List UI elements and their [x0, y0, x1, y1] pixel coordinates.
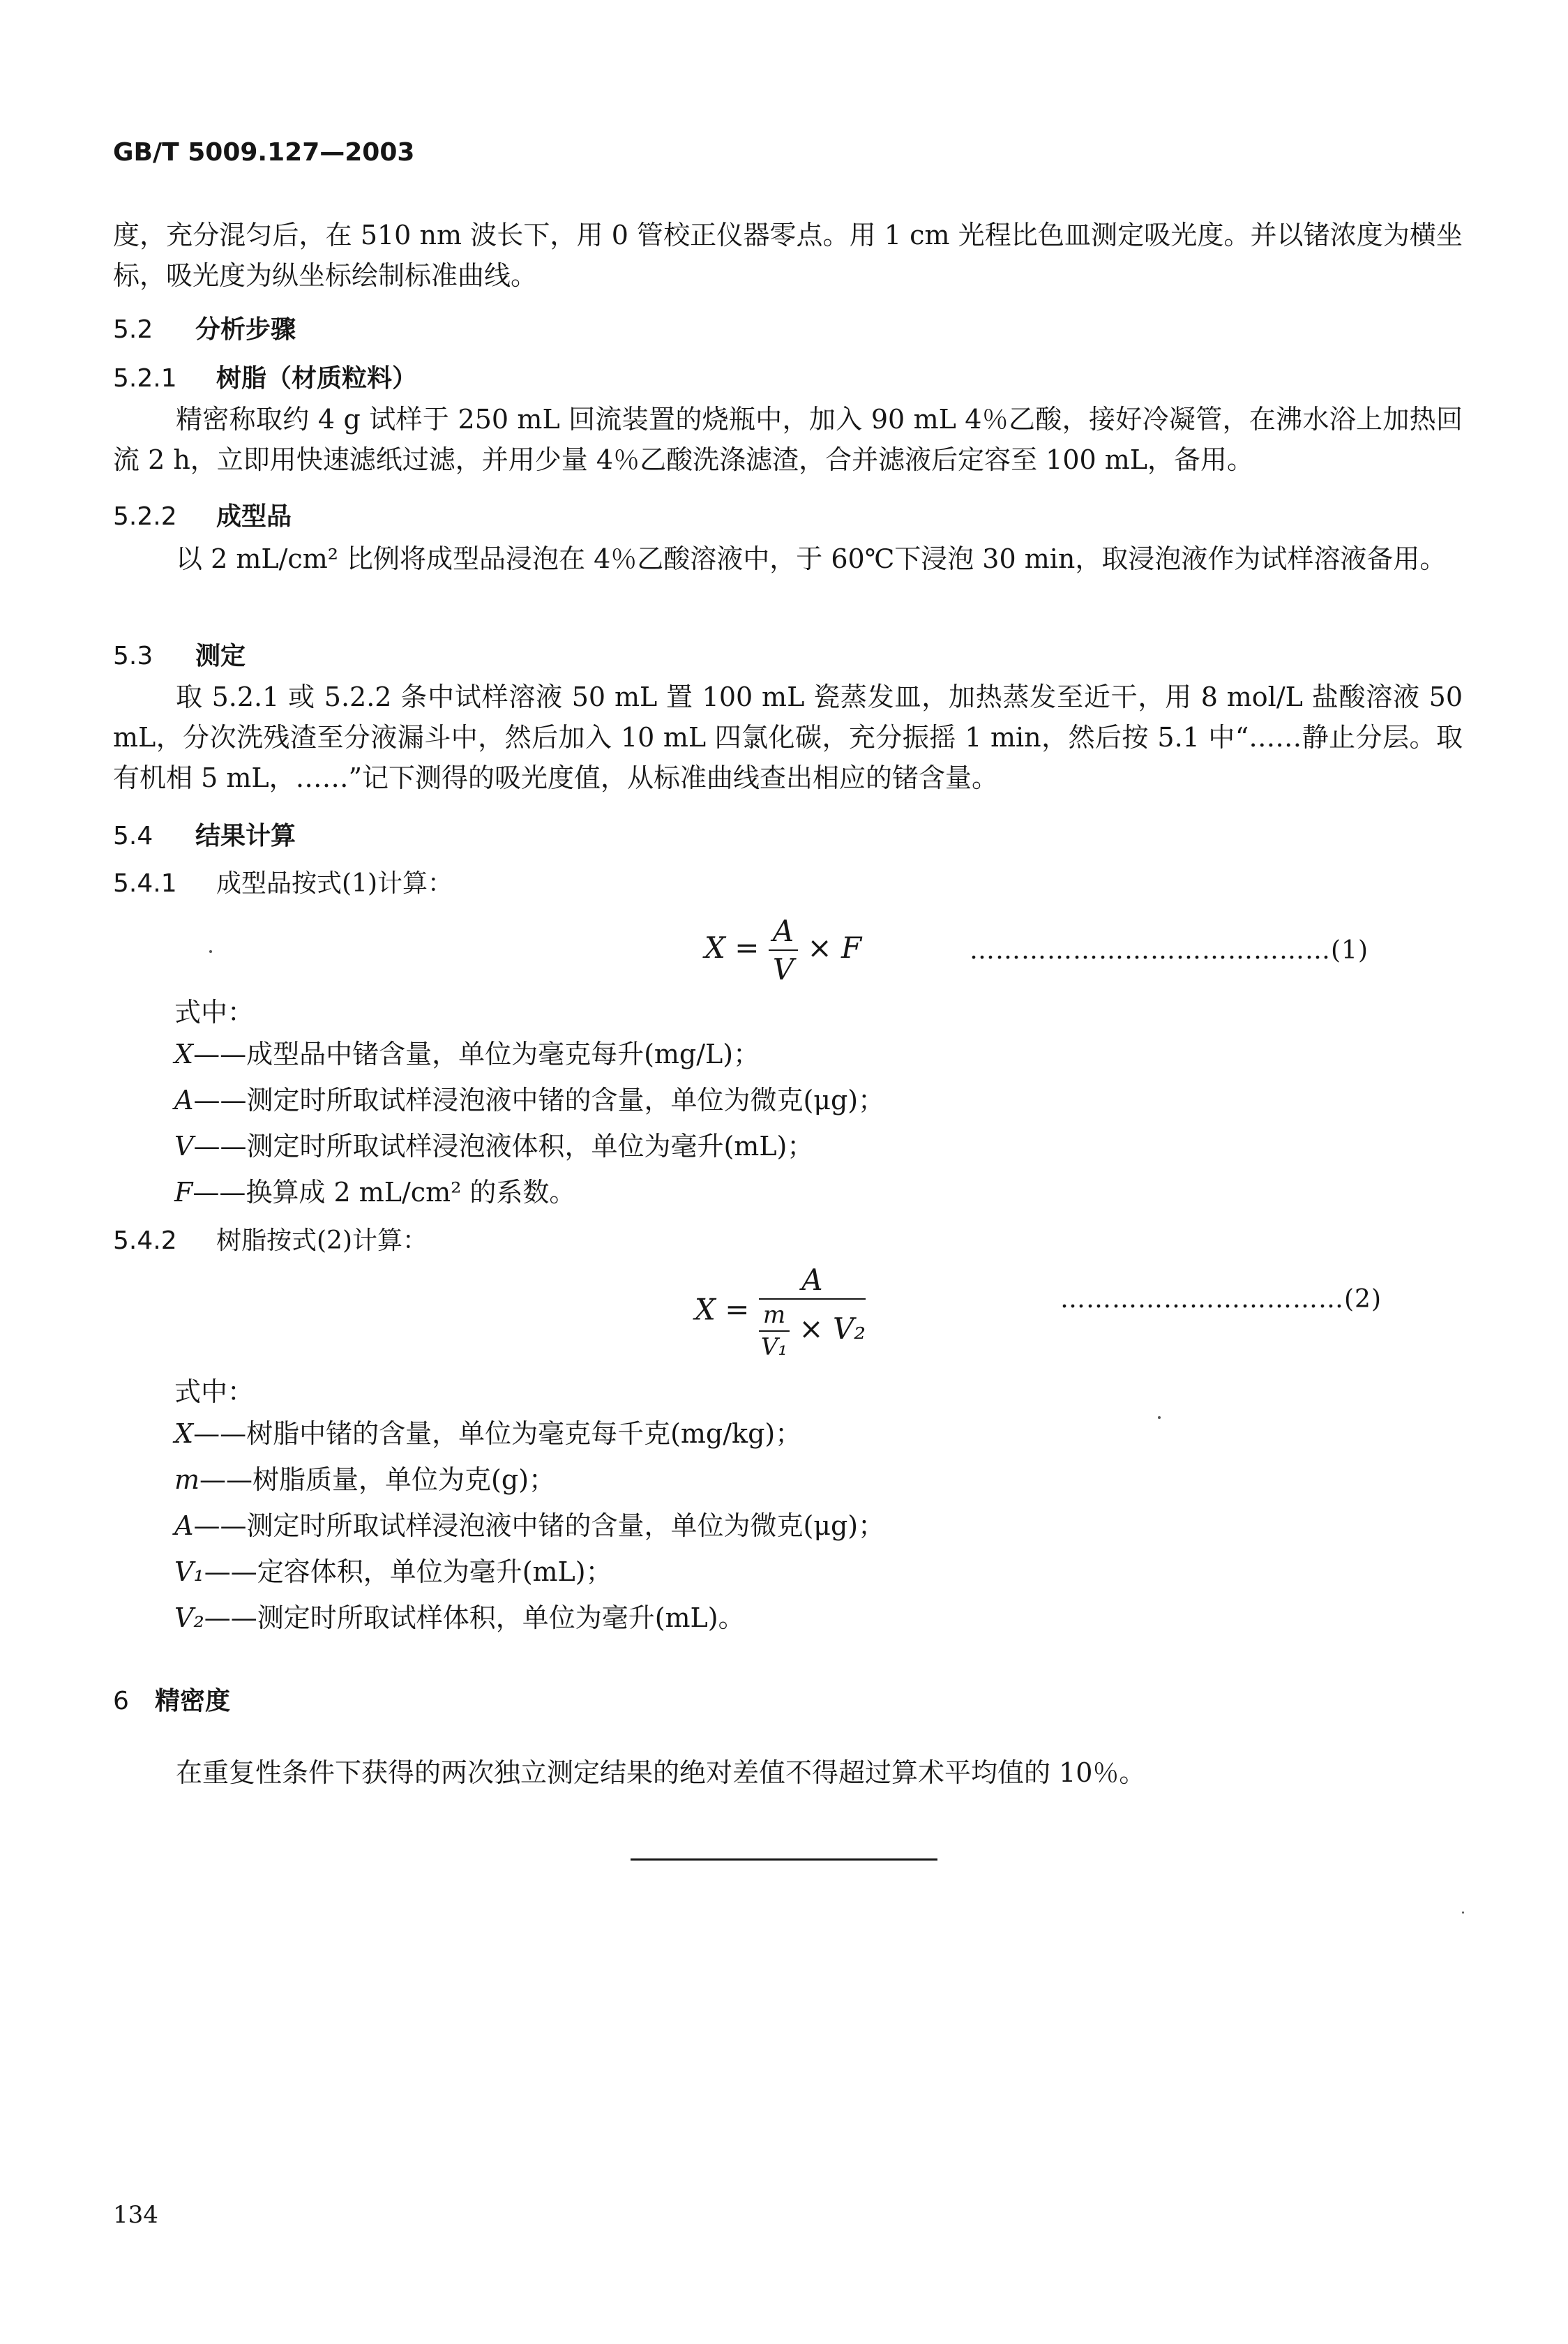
definition-text: ——成型品中锗含量，单位为毫克每升(mg/L)； [193, 1039, 760, 1069]
definition-item [174, 1034, 884, 1080]
formula-denominator: V [772, 952, 794, 986]
formula-numerator: A [759, 1263, 866, 1300]
formula-lhs: X = [695, 1292, 750, 1327]
definition-item [174, 1080, 884, 1126]
formula-1-leader [970, 936, 1369, 965]
leader-dots: …………………………………… [970, 936, 1331, 965]
heading-5-4-1 [113, 864, 453, 899]
scan-speck [1158, 1416, 1161, 1419]
definition-symbol: m [174, 1464, 200, 1495]
heading-5-4-2 [113, 1221, 428, 1256]
definition-item [174, 1413, 884, 1459]
heading-title: 成型品按式(1)计算： [216, 869, 453, 898]
heading-title: 分析步骤 [195, 315, 296, 344]
formula-2-leader [1060, 1285, 1382, 1314]
formula-fraction [759, 1263, 866, 1361]
scan-speck [1462, 1911, 1464, 1914]
definition-symbol: V₁ [174, 1556, 204, 1587]
definition-text: ——定容体积，单位为毫升(mL)； [204, 1556, 612, 1587]
paragraph-5-2-2: 以 2 mL/cm² 比例将成型品浸泡在 4％乙酸溶液中，于 60℃下浸泡 30 min，取浸泡液作为试样溶液备用。 [176, 543, 1447, 574]
definition-item [174, 1172, 884, 1218]
definitions-2 [174, 1413, 884, 1644]
heading-title: 测定 [195, 642, 246, 670]
paragraph-5-3: 取 5.2.1 或 5.2.2 条中试样溶液 50 mL 置 100 mL 瓷蒸发皿，加热蒸发至近干，用 8 mol/L 盐酸溶液 50 mL，分次洗残渣至分液漏斗中，然后加入 10 mL 四氯化碳，充分振摇 1 min，然后按 5.1 中“……静止分层。取有机相 5 mL，……”记下测得的吸光度值，从标准曲线查出相应的锗含量。 [113, 682, 1463, 793]
definition-item [174, 1598, 884, 1644]
definition-symbol: F [174, 1177, 193, 1208]
formula-lhs: X = [704, 931, 760, 965]
heading-5-2-1 [113, 359, 417, 394]
definition-symbol: X [174, 1418, 194, 1449]
definition-text: ——树脂质量，单位为克(g)； [199, 1464, 556, 1495]
formula-2 [695, 1263, 866, 1361]
formula-denominator [759, 1300, 866, 1361]
heading-number: 5.4 [113, 822, 153, 850]
heading-number: 5.4.2 [113, 1226, 177, 1255]
heading-title: 成型品 [216, 502, 292, 531]
heading-number: 5.2.2 [113, 502, 177, 531]
page-number: 134 [113, 2201, 158, 2229]
definition-text: ——树脂中锗的含量，单位为毫克每千克(mg/kg)； [193, 1418, 802, 1449]
definition-item [174, 1126, 884, 1172]
definition-item [174, 1552, 884, 1598]
heading-number: 5.3 [113, 642, 153, 670]
paragraph-intro: 度，充分混匀后，在 510 nm 波长下，用 0 管校正仪器零点。用 1 cm 光程比色皿测定吸光度。并以锗浓度为横坐标，吸光度为纵坐标绘制标准曲线。 [113, 220, 1463, 291]
definition-text: ——测定时所取试样体积，单位为毫升(mL)。 [204, 1602, 745, 1633]
heading-title: 树脂（材质粒料） [216, 364, 418, 393]
definition-text: ——测定时所取试样浸泡液体积，单位为毫升(mL)； [193, 1131, 814, 1162]
scan-speck [209, 950, 212, 953]
paragraph-5-2-1: 精密称取约 4 g 试样于 250 mL 回流装置的烧瓶中，加入 90 mL 4％乙酸，接好冷凝管，在沸水浴上加热回流 2 h，立即用快速滤纸过滤，并用少量 4％乙酸洗涤滤渣，合并滤液后定容至 100 mL，备用。 [113, 404, 1463, 475]
heading-number: 5.4.1 [113, 869, 177, 898]
heading-title: 结果计算 [195, 822, 296, 850]
leader-dots: …………………………… [1060, 1285, 1344, 1314]
heading-5-4 [113, 816, 296, 852]
formula-fraction [769, 914, 798, 986]
heading-5-3 [113, 636, 246, 672]
heading-5-2-2 [113, 497, 292, 532]
definition-text: ——测定时所取试样浸泡液中锗的含量，单位为微克(μg)； [193, 1085, 885, 1115]
heading-title: 精密度 [155, 1687, 231, 1715]
definition-symbol: A [174, 1510, 194, 1541]
definition-item [174, 1459, 884, 1505]
formula-numerator: A [769, 914, 798, 951]
heading-title: 树脂按式(2)计算： [216, 1226, 428, 1255]
formula-inner-denominator: V₁ [760, 1333, 788, 1361]
definition-text: ——换算成 2 mL/cm² 的系数。 [193, 1177, 576, 1208]
definitions-1 [174, 1034, 884, 1218]
formula-1 [704, 914, 861, 986]
formula-inner-numerator: m [759, 1301, 790, 1332]
heading-6 [113, 1681, 230, 1717]
definition-text: ——测定时所取试样浸泡液中锗的含量，单位为微克(μg)； [193, 1510, 885, 1541]
end-rule [631, 1858, 937, 1861]
definition-symbol: V₂ [174, 1602, 204, 1633]
standard-number: GB/T 5009.127—2003 [113, 138, 415, 167]
definition-item [174, 1505, 884, 1552]
formula-rest: × F [807, 931, 862, 965]
paragraph-6: 在重复性条件下获得的两次独立测定结果的绝对差值不得超过算术平均值的 10％。 [176, 1757, 1146, 1788]
formula-1-tag: (1) [1331, 936, 1369, 965]
formula-2-tag: (2) [1344, 1285, 1382, 1314]
heading-5-2 [113, 310, 296, 345]
heading-number: 6 [113, 1687, 129, 1715]
definition-symbol: A [174, 1085, 194, 1115]
heading-number: 5.2 [113, 315, 153, 344]
heading-number: 5.2.1 [113, 364, 177, 393]
definition-symbol: X [174, 1039, 194, 1069]
where-label-1: 式中： [174, 997, 255, 1028]
definition-symbol: V [174, 1131, 194, 1162]
formula-denominator-rest: × V₂ [799, 1312, 866, 1346]
where-label-2: 式中： [174, 1376, 255, 1407]
formula-inner-fraction [759, 1301, 790, 1361]
